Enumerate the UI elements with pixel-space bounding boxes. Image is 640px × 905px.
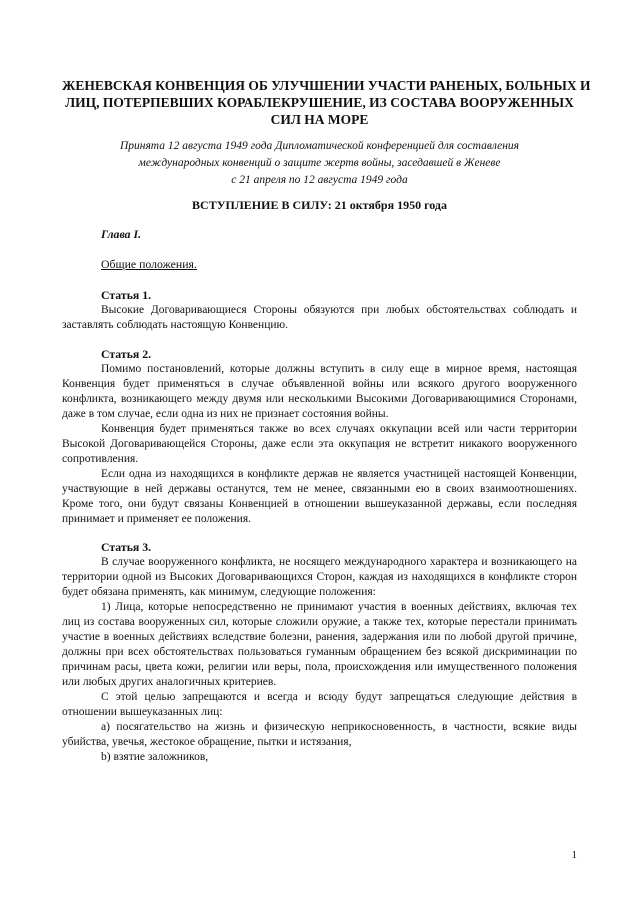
article-3-paragraph: В случае вооруженного конфликта, не носящего международного характера и возникающего на территории одной из Высоких Договаривающихся Сторон, каждая из находящихся в конфликте сторон будет обязана применять, как минимум, следующие положения:	[62, 556, 577, 598]
chapter-title: Общие положения.	[101, 257, 197, 271]
article-2-heading: Статья 2.	[101, 347, 152, 361]
adoption-note-line-1: Принята 12 августа 1949 года Дипломатической конференцией для составления	[119, 140, 520, 152]
adoption-note-line-3: с 21 апреля по 12 августа 1949 года	[231, 174, 408, 186]
article-2	[62, 347, 577, 527]
article-3-list-item-b: b) взятие заложников,	[101, 751, 209, 763]
title-line-1: ЖЕНЕВСКАЯ КОНВЕНЦИЯ ОБ УЛУЧШЕНИИ УЧАСТИ РАНЕНЫХ, БОЛЬНЫХ И	[62, 78, 591, 93]
entry-into-force-line: ВСТУПЛЕНИЕ В СИЛУ: 21 октября 1950 года	[192, 198, 447, 212]
article-1-heading: Статья 1.	[101, 288, 152, 302]
page-number: 1	[571, 849, 577, 861]
article-3-list-item-a: a) посягательство на жизнь и физическую неприкосновенность, в частности, всякие виды убийства, увечья, жестокое обращение, пытки и истязания,	[62, 721, 577, 748]
chapter-heading: Глава I.	[101, 227, 142, 241]
document-title	[62, 77, 591, 128]
article-3-paragraph: С этой целью запрещаются и всегда и всюду будут запрещаться следующие действия в отношении вышеуказанных лиц:	[62, 691, 577, 718]
article-3-heading: Статья 3.	[101, 540, 152, 554]
adoption-note	[62, 138, 577, 189]
article-1	[62, 288, 577, 333]
title-line-3: СИЛ НА МОРЕ	[270, 112, 369, 127]
article-3-list-item-1: 1) Лица, которые непосредственно не принимают участия в военных действиях, включая тех лиц из состава вооруженных сил, которые сложили оружие, а также тех, которые перестали принимать участие в военных действиях вследствие болезни, ранения, задержания или по любой другой причине, должны при всех обстоятельствах пользоваться гуманным обращением без всякой дискриминации по причинам расы, цвета кожи, религии или веры, пола, происхождения или имущественного положения или любых других аналогичных критериев.	[62, 601, 577, 688]
article-2-paragraph: Конвенция будет применяться также во всех случаях оккупации всей или части территории Высокой Договаривающейся Стороны, даже если эта оккупация не встретит никакого вооруженного сопротивления.	[62, 423, 577, 465]
article-1-paragraph: Высокие Договаривающиеся Стороны обязуются при любых обстоятельствах соблюдать и заставлять соблюдать настоящую Конвенцию.	[62, 304, 577, 331]
title-line-2: ЛИЦ, ПОТЕРПЕВШИХ КОРАБЛЕКРУШЕНИЕ, ИЗ СОСТАВА ВООРУЖЕННЫХ	[65, 95, 574, 110]
article-3	[62, 540, 577, 765]
adoption-note-line-2: международных конвенций о защите жертв войны, заседавшей в Женеве	[138, 157, 501, 169]
article-2-paragraph: Помимо постановлений, которые должны вступить в силу еще в мирное время, настоящая Конвенция будет применяться в случае объявленной войны или всякого другого вооруженного конфликта, возникающего между двумя или несколькими Высокими Договаривающимися Сторонами, даже в том случае, если одна из них не признает состояния войны.	[62, 363, 577, 420]
article-2-paragraph: Если одна из находящихся в конфликте держав не является участницей настоящей Конвенции, участвующие в ней державы останутся, тем не менее, связанными ею в своих взаимоотношениях. Кроме того, они будут связаны Конвенцией в отношении вышеуказанной державы, если последняя принимает и применяет ее положения.	[62, 468, 577, 525]
